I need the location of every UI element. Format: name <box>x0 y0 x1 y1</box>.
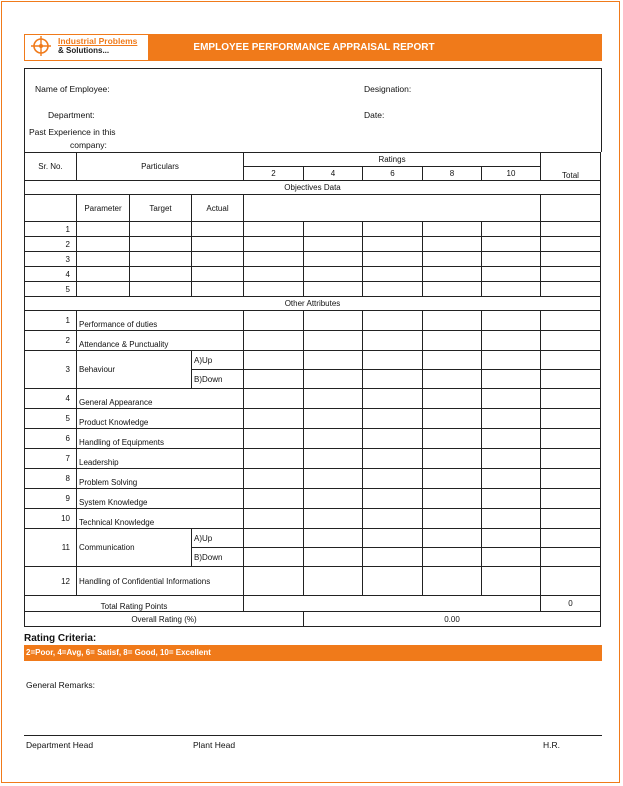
employee-info-box <box>24 68 602 152</box>
empty-cell <box>423 469 482 489</box>
empty-cell <box>423 351 482 370</box>
rating-criteria-title: Rating Criteria: <box>24 633 97 644</box>
empty-cell <box>363 567 423 596</box>
attribute-label: Attendance & Punctuality <box>77 331 244 351</box>
attribute-number: 12 <box>25 567 77 596</box>
attribute-number: 7 <box>25 449 77 469</box>
empty-cell <box>244 311 304 331</box>
empty-cell <box>192 237 244 252</box>
empty-cell <box>244 548 304 567</box>
empty-cell <box>130 282 192 297</box>
empty-cell <box>541 567 601 596</box>
hr-signature: H.R. <box>543 740 560 750</box>
other-attributes-section: Other Attributes <box>25 297 601 311</box>
empty-cell <box>482 282 541 297</box>
empty-cell <box>482 449 541 469</box>
attribute-label: Technical Knowledge <box>77 509 244 529</box>
empty-cell <box>192 282 244 297</box>
objective-row-number: 2 <box>25 237 77 252</box>
objective-row-number: 5 <box>25 282 77 297</box>
logo-text-line1: Industrial Problems <box>58 36 138 46</box>
empty-cell <box>482 509 541 529</box>
total-rating-points-value: 0 <box>541 596 601 612</box>
empty-cell <box>77 222 130 237</box>
empty-cell <box>482 267 541 282</box>
communication-down-label: B)Down <box>192 548 244 567</box>
empty-cell <box>363 370 423 389</box>
empty-cell <box>192 222 244 237</box>
behaviour-up-label: A)Up <box>192 351 244 370</box>
appraisal-table <box>24 152 601 627</box>
rating-col-10: 10 <box>482 167 541 181</box>
rating-col-8: 8 <box>423 167 482 181</box>
empty-cell <box>304 252 363 267</box>
empty-cell <box>304 429 363 449</box>
logo-text-line2: & Solutions... <box>58 46 110 55</box>
attribute-number: 8 <box>25 469 77 489</box>
objective-row-number: 1 <box>25 222 77 237</box>
attribute-label: System Knowledge <box>77 489 244 509</box>
department-head-signature: Department Head <box>26 740 94 750</box>
empty-cell <box>423 509 482 529</box>
attribute-number: 6 <box>25 429 77 449</box>
empty-cell <box>541 282 601 297</box>
empty-cell <box>541 222 601 237</box>
empty-cell <box>541 370 601 389</box>
attribute-number: 1 <box>25 311 77 331</box>
general-remarks-label: General Remarks: <box>26 680 95 690</box>
empty-cell <box>541 409 601 429</box>
empty-cell <box>482 351 541 370</box>
signature-line <box>24 735 602 736</box>
empty-cell <box>423 237 482 252</box>
empty-cell <box>482 370 541 389</box>
attribute-label: Leadership <box>77 449 244 469</box>
empty-cell <box>304 222 363 237</box>
empty-cell <box>304 331 363 351</box>
rating-col-2: 2 <box>244 167 304 181</box>
empty-cell <box>304 409 363 429</box>
empty-cell <box>482 409 541 429</box>
empty-cell <box>541 351 601 370</box>
empty-cell <box>244 509 304 529</box>
empty-cell <box>363 311 423 331</box>
empty-cell <box>541 489 601 509</box>
empty-cell <box>482 469 541 489</box>
empty-cell <box>482 389 541 409</box>
empty-cell <box>541 548 601 567</box>
attribute-label: Handling of Confidential Informations <box>77 567 244 596</box>
empty-cell <box>363 429 423 449</box>
empty-cell <box>77 267 130 282</box>
empty-cell <box>130 252 192 267</box>
target-header: Target <box>130 195 192 222</box>
attribute-number: 3 <box>25 351 77 389</box>
empty-cell <box>244 409 304 429</box>
empty-cell <box>541 529 601 548</box>
attribute-number: 11 <box>25 529 77 567</box>
empty-cell <box>363 252 423 267</box>
empty-cell <box>482 311 541 331</box>
empty-cell <box>304 282 363 297</box>
rating-col-4: 4 <box>304 167 363 181</box>
empty-cell <box>77 237 130 252</box>
empty-cell <box>541 469 601 489</box>
designation-label: Designation: <box>364 84 412 94</box>
attribute-number: 2 <box>25 331 77 351</box>
empty-cell <box>541 252 601 267</box>
empty-cell <box>423 449 482 469</box>
parameter-header: Parameter <box>77 195 130 222</box>
empty-cell <box>541 331 601 351</box>
attribute-label: Performance of duties <box>77 311 244 331</box>
date-label: Date: <box>364 110 385 120</box>
empty-cell <box>304 529 363 548</box>
empty-cell <box>423 567 482 596</box>
objectives-data-section: Objectives Data <box>25 181 601 195</box>
empty-cell <box>541 311 601 331</box>
empty-cell <box>423 389 482 409</box>
report-title: EMPLOYEE PERFORMANCE APPRAISAL REPORT <box>193 42 435 53</box>
empty-cell <box>130 267 192 282</box>
empty-cell <box>244 237 304 252</box>
empty-cell <box>244 449 304 469</box>
attribute-number: 5 <box>25 409 77 429</box>
attribute-number: 9 <box>25 489 77 509</box>
empty-cell <box>244 370 304 389</box>
empty-cell <box>244 282 304 297</box>
empty-cell <box>423 282 482 297</box>
empty-cell <box>363 409 423 429</box>
empty-cell <box>541 389 601 409</box>
empty-cell <box>482 222 541 237</box>
empty-cell <box>304 389 363 409</box>
empty-cell <box>304 489 363 509</box>
empty-cell <box>482 237 541 252</box>
empty-cell <box>423 252 482 267</box>
empty-cell <box>244 469 304 489</box>
empty-cell <box>130 237 192 252</box>
rating-criteria-text: 2=Poor, 4=Avg, 6= Satisf, 8= Good, 10= Excellent <box>26 648 211 657</box>
empty-cell <box>363 449 423 469</box>
actual-header: Actual <box>192 195 244 222</box>
crosshair-logo-icon <box>30 35 52 57</box>
empty-cell <box>304 267 363 282</box>
empty-cell <box>423 331 482 351</box>
name-of-employee-label: Name of Employee: <box>35 84 110 94</box>
attribute-label: Product Knowledge <box>77 409 244 429</box>
empty-cell <box>423 548 482 567</box>
empty-cell <box>482 331 541 351</box>
empty-cell <box>244 529 304 548</box>
empty-cell <box>244 267 304 282</box>
empty-cell <box>482 567 541 596</box>
empty-cell <box>244 222 304 237</box>
empty-cell <box>423 267 482 282</box>
empty-cell <box>363 529 423 548</box>
sr-no-header: Sr. No. <box>25 153 77 181</box>
communication-up-label: A)Up <box>192 529 244 548</box>
empty-cell <box>363 509 423 529</box>
empty-cell <box>423 529 482 548</box>
past-experience-label: Past Experience in this <box>29 127 116 137</box>
plant-head-signature: Plant Head <box>193 740 236 750</box>
empty-cell <box>482 429 541 449</box>
empty-cell <box>423 489 482 509</box>
rating-col-6: 6 <box>363 167 423 181</box>
empty-cell <box>423 409 482 429</box>
department-label: Department: <box>48 110 95 120</box>
empty-cell <box>304 370 363 389</box>
empty-cell <box>363 389 423 409</box>
empty-cell <box>423 222 482 237</box>
empty-cell <box>363 489 423 509</box>
attribute-label: Communication <box>77 529 192 567</box>
empty-cell <box>482 548 541 567</box>
empty-cell <box>304 449 363 469</box>
empty-cell <box>130 222 192 237</box>
empty-cell <box>244 489 304 509</box>
attribute-label: Behaviour <box>77 351 192 389</box>
empty-cell <box>244 389 304 409</box>
empty-cell <box>304 509 363 529</box>
total-header: Total <box>541 153 601 181</box>
empty-cell <box>304 351 363 370</box>
empty-cell <box>304 469 363 489</box>
empty-cell <box>541 237 601 252</box>
ratings-header: Ratings <box>244 153 541 167</box>
empty-cell <box>363 282 423 297</box>
objective-row-number: 3 <box>25 252 77 267</box>
empty-cell <box>363 237 423 252</box>
empty-cell <box>244 331 304 351</box>
empty-cell <box>363 548 423 567</box>
empty-cell <box>304 237 363 252</box>
empty-cell <box>482 252 541 267</box>
total-rating-points-label: Total Rating Points <box>25 596 244 612</box>
attribute-number: 10 <box>25 509 77 529</box>
particulars-header: Particulars <box>77 153 244 181</box>
empty-cell <box>482 489 541 509</box>
empty-cell <box>541 449 601 469</box>
empty-cell <box>244 351 304 370</box>
attribute-number: 4 <box>25 389 77 409</box>
empty-cell <box>304 311 363 331</box>
empty-cell <box>423 370 482 389</box>
empty-cell <box>244 567 304 596</box>
empty-cell <box>541 429 601 449</box>
objective-row-number: 4 <box>25 267 77 282</box>
behaviour-down-label: B)Down <box>192 370 244 389</box>
empty-cell <box>304 548 363 567</box>
empty-cell <box>423 429 482 449</box>
empty-cell <box>244 429 304 449</box>
empty-cell <box>77 282 130 297</box>
attribute-label: General Appearance <box>77 389 244 409</box>
overall-rating-value: 0.00 <box>304 612 601 627</box>
empty-cell <box>541 509 601 529</box>
empty-cell <box>363 331 423 351</box>
overall-rating-label: Overall Rating (%) <box>25 612 304 627</box>
empty-cell <box>304 567 363 596</box>
empty-cell <box>541 267 601 282</box>
empty-cell <box>363 267 423 282</box>
empty-cell <box>363 469 423 489</box>
empty-cell <box>244 252 304 267</box>
empty-cell <box>192 267 244 282</box>
empty-cell <box>77 252 130 267</box>
empty-cell <box>482 529 541 548</box>
empty-cell <box>192 252 244 267</box>
attribute-label: Handling of Equipments <box>77 429 244 449</box>
empty-cell <box>363 351 423 370</box>
past-experience-label-2: company: <box>70 140 107 150</box>
attribute-label: Problem Solving <box>77 469 244 489</box>
empty-cell <box>423 311 482 331</box>
empty-cell <box>363 222 423 237</box>
